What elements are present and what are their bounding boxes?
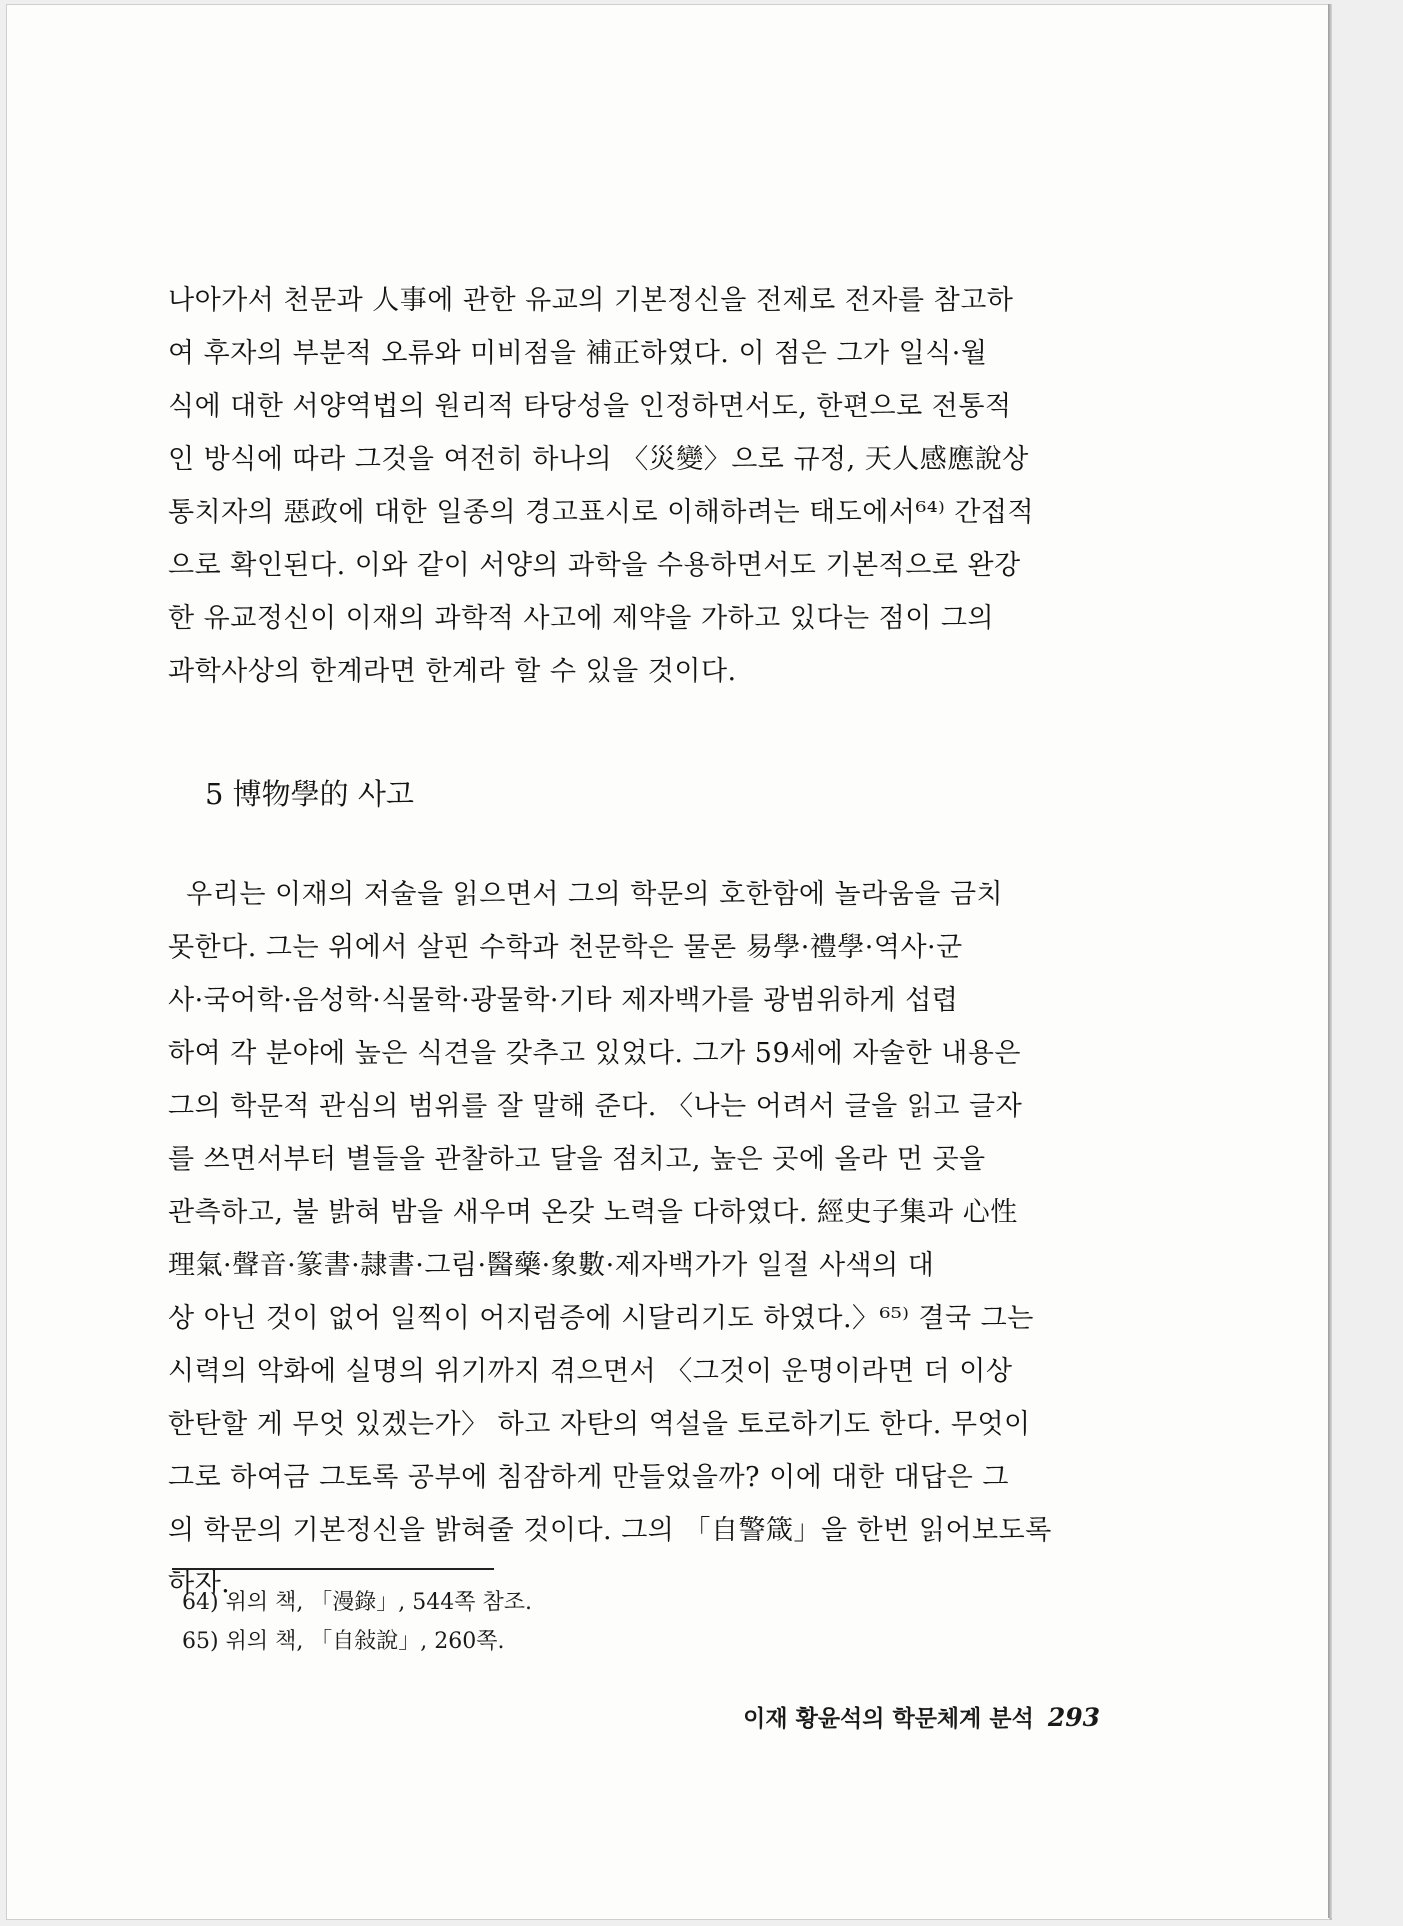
text-line: 통치자의 惡政에 대한 일종의 경고표시로 이해하려는 태도에서⁶⁴⁾ 간접적 — [168, 497, 1035, 528]
running-title: 이재 황윤석의 학문체계 분석 — [743, 1705, 1034, 1732]
running-footer — [700, 1700, 1100, 1733]
text-line: 를 쓰면서부터 별들을 관찰하고 달을 점치고, 높은 곳에 올라 먼 곳을 — [168, 1144, 986, 1175]
text-line: 하자. — [168, 1568, 231, 1599]
text-line: 여 후자의 부분적 오류와 미비점을 補正하였다. 이 점은 그가 일식·월 — [168, 338, 988, 369]
text-line: 관측하고, 불 밝혀 밤을 새우며 온갖 노력을 다하였다. 經史子集과 心性 — [168, 1197, 1018, 1228]
text-line: 하여 각 분야에 높은 식견을 갖추고 있었다. 그가 59세에 자술한 내용은 — [168, 1038, 1021, 1069]
page-number: 293 — [1047, 1703, 1100, 1732]
footnote-65: 65) 위의 책, 「自敍說」, 260쪽. — [182, 1629, 505, 1654]
body-paragraph-2 — [168, 868, 1118, 1610]
text-line: 못한다. 그는 위에서 살핀 수학과 천문학은 물론 易學·禮學·역사·군 — [168, 932, 963, 963]
section-heading: 5 博物學的 사고 — [205, 777, 414, 811]
body-paragraph-1 — [168, 274, 1118, 698]
text-line: 나아가서 천문과 人事에 관한 유교의 기본정신을 전제로 전자를 참고하 — [168, 285, 1014, 316]
footnotes — [182, 1583, 882, 1661]
text-line: 식에 대한 서양역법의 원리적 타당성을 인정하면서도, 한편으로 전통적 — [168, 391, 1012, 422]
text-line: 우리는 이재의 저술을 읽으면서 그의 학문의 호한함에 놀라움을 금치 — [168, 879, 1004, 910]
footnote-divider — [172, 1568, 494, 1570]
text-line: 한탄할 게 무엇 있겠는가〉 하고 자탄의 역설을 토로하기도 한다. 무엇이 — [168, 1409, 1031, 1440]
text-line: 그의 학문적 관심의 범위를 잘 말해 준다. 〈나는 어려서 글을 읽고 글자 — [168, 1091, 1023, 1122]
text-line: 상 아닌 것이 없어 일찍이 어지럼증에 시달리기도 하였다.〉⁶⁵⁾ 결국 그는 — [168, 1303, 1034, 1334]
text-line: 시력의 악화에 실명의 위기까지 겪으면서 〈그것이 운명이라면 더 이상 — [168, 1356, 1013, 1387]
page-edge — [1328, 4, 1332, 1918]
text-line: 과학사상의 한계라면 한계라 할 수 있을 것이다. — [168, 656, 737, 687]
text-line: 理氣·聲音·篆書·隷書·그림·醫藥·象數·제자백가가 일절 사색의 대 — [168, 1250, 935, 1281]
text-line: 사·국어학·음성학·식물학·광물학·기타 제자백가를 광범위하게 섭렵 — [168, 985, 959, 1016]
text-line: 인 방식에 따라 그것을 여전히 하나의 〈災變〉으로 규정, 天人感應說상 — [168, 444, 1029, 475]
text-line: 으로 확인된다. 이와 같이 서양의 과학을 수용하면서도 기본적으로 완강 — [168, 550, 1021, 581]
text-line: 의 학문의 기본정신을 밝혀줄 것이다. 그의 「自警箴」을 한번 읽어보도록 — [168, 1515, 1052, 1546]
text-line: 그로 하여금 그토록 공부에 침잠하게 만들었을까? 이에 대한 대답은 그 — [168, 1462, 1010, 1493]
footnote-64: 64) 위의 책, 「漫錄」, 544쪽 참조. — [182, 1590, 533, 1615]
text-line: 한 유교정신이 이재의 과학적 사고에 제약을 가하고 있다는 점이 그의 — [168, 603, 995, 634]
